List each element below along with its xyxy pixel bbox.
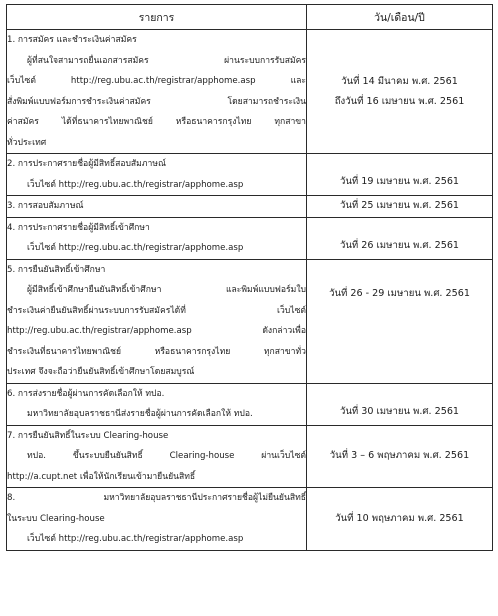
item-detail-line: เว็บไซต์ http://reg.ubu.ac.th/registrar/apphome.asp และ xyxy=(7,76,306,86)
date-cell xyxy=(307,259,493,383)
item-detail-line: เว็บไซต์ http://reg.ubu.ac.th/registrar/apphome.asp xyxy=(27,179,244,190)
date-text: วันที่ 19 เมษายน พ.ศ. 2561 xyxy=(339,176,460,187)
date-text: วันที่ 26 เมษายน พ.ศ. 2561 xyxy=(339,239,460,251)
schedule-table xyxy=(6,4,493,551)
table-row xyxy=(7,383,493,425)
date-cell xyxy=(307,383,493,425)
item-cell xyxy=(7,383,307,425)
item-detail-line: ทั่วประเทศ xyxy=(7,137,47,148)
date-cell xyxy=(307,217,493,259)
item-cell xyxy=(7,488,307,551)
item-title: 5. การยืนยันสิทธิ์เข้าศึกษา xyxy=(7,264,106,275)
item-detail-line: http://a.cupt.net เพื่อให้นักเรียนเข้ามายืนยันสิทธิ์ xyxy=(7,471,196,482)
item-detail-line: ในระบบ Clearing-house xyxy=(7,513,105,524)
date-cell xyxy=(307,425,493,488)
item-title: 1. การสมัคร และชำระเงินค่าสมัคร xyxy=(7,35,137,45)
item-detail-line: เว็บไซต์ http://reg.ubu.ac.th/registrar/apphome.asp xyxy=(27,534,244,544)
item-cell xyxy=(7,259,307,383)
item-cell xyxy=(7,30,307,154)
item-cell xyxy=(7,425,307,488)
date-cell xyxy=(307,196,493,218)
item-cell xyxy=(7,154,307,196)
date-text: วันที่ 25 เมษายน พ.ศ. 2561 xyxy=(339,200,460,212)
item-detail-line: ผู้ที่สนใจสามารถยื่นเอกสารสมัคร ผ่านระบบการรับสมัคร xyxy=(27,55,306,66)
table-row xyxy=(7,488,493,551)
item-title: 7. การยืนยันสิทธิ์ในระบบ Clearing-house xyxy=(7,430,169,441)
item-detail-line: ค่าสมัคร ได้ที่ธนาคารไทยพาณิชย์ หรือธนาคารกรุงไทย ทุกสาขา xyxy=(7,117,306,127)
column-header-item: รายการ xyxy=(7,5,307,30)
item-cell xyxy=(7,196,307,218)
date-cell xyxy=(307,488,493,551)
table-row xyxy=(7,217,493,259)
date-text: วันที่ 14 มีนาคม พ.ศ. 2561 xyxy=(341,75,458,87)
item-detail-line: เว็บไซต์ http://reg.ubu.ac.th/registrar/apphome.asp xyxy=(27,243,244,253)
table-header-row xyxy=(7,5,493,30)
table-row xyxy=(7,154,493,196)
date-text: วันที่ 3 – 6 พฤษภาคม พ.ศ. 2561 xyxy=(329,450,470,462)
item-detail-line: ผู้มีสิทธิ์เข้าศึกษายืนยันสิทธิ์เข้าศึกษา และพิมพ์แบบฟอร์มใบ xyxy=(27,285,306,295)
admission-schedule xyxy=(6,4,492,551)
item-cell xyxy=(7,217,307,259)
item-detail-line: ชำระเงินที่ธนาคารไทยพาณิชย์ หรือธนาคารกรุงไทย ทุกสาขาทั่ว xyxy=(7,346,306,357)
date-text: ถึงวันที่ 16 เมษายน พ.ศ. 2561 xyxy=(334,95,465,107)
item-detail-line: ทปอ. ขึ้นระบบยืนยันสิทธิ์ Clearing-house ผ่านเว็บไซต์ xyxy=(27,451,306,461)
date-cell xyxy=(307,30,493,154)
table-row xyxy=(7,30,493,154)
item-title: 6. การส่งรายชื่อผู้ผ่านการคัดเลือกให้ ทปอ. xyxy=(7,388,165,399)
item-title: 4. การประกาศรายชื่อผู้มีสิทธิ์เข้าศึกษา xyxy=(7,222,150,233)
item-detail-line: ชำระเงินค่ายืนยันสิทธิ์ผ่านระบบการรับสมัครได้ที่ เว็บไซต์ xyxy=(7,305,306,316)
date-text: วันที่ 26 - 29 เมษายน พ.ศ. 2561 xyxy=(329,287,470,299)
item-detail-line: มหาวิทยาลัยอุบลราชธานีส่งรายชื่อผู้ผ่านการคัดเลือกให้ ทปอ. xyxy=(27,409,253,419)
date-text: วันที่ 30 เมษายน พ.ศ. 2561 xyxy=(339,405,460,417)
date-text: วันที่ 10 พฤษภาคม พ.ศ. 2561 xyxy=(335,512,464,524)
item-title: 3. การสอบสัมภาษณ์ xyxy=(7,201,84,211)
item-title: 2. การประกาศรายชื่อผู้มีสิทธิ์สอบสัมภาษณ์ xyxy=(7,159,166,169)
item-detail-line: ประเทศ จึงจะถือว่ายืนยันสิทธิ์เข้าศึกษาโดยสมบูรณ์ xyxy=(7,367,195,377)
column-header-date: วัน/เดือน/ปี xyxy=(307,5,493,30)
date-cell xyxy=(307,154,493,196)
table-row xyxy=(7,259,493,383)
item-detail-line: http://reg.ubu.ac.th/registrar/apphome.asp ดังกล่าวเพื่อ xyxy=(7,326,306,336)
item-title: 8. มหาวิทยาลัยอุบลราชธานีประกาศรายชื่อผู้ไม่ยืนยันสิทธิ์ xyxy=(7,493,306,503)
item-detail-line: สั่งพิมพ์แบบฟอร์มการชำระเงินค่าสมัคร โดยสามารถชำระเงิน xyxy=(7,96,306,107)
table-row xyxy=(7,425,493,488)
table-row xyxy=(7,196,493,218)
